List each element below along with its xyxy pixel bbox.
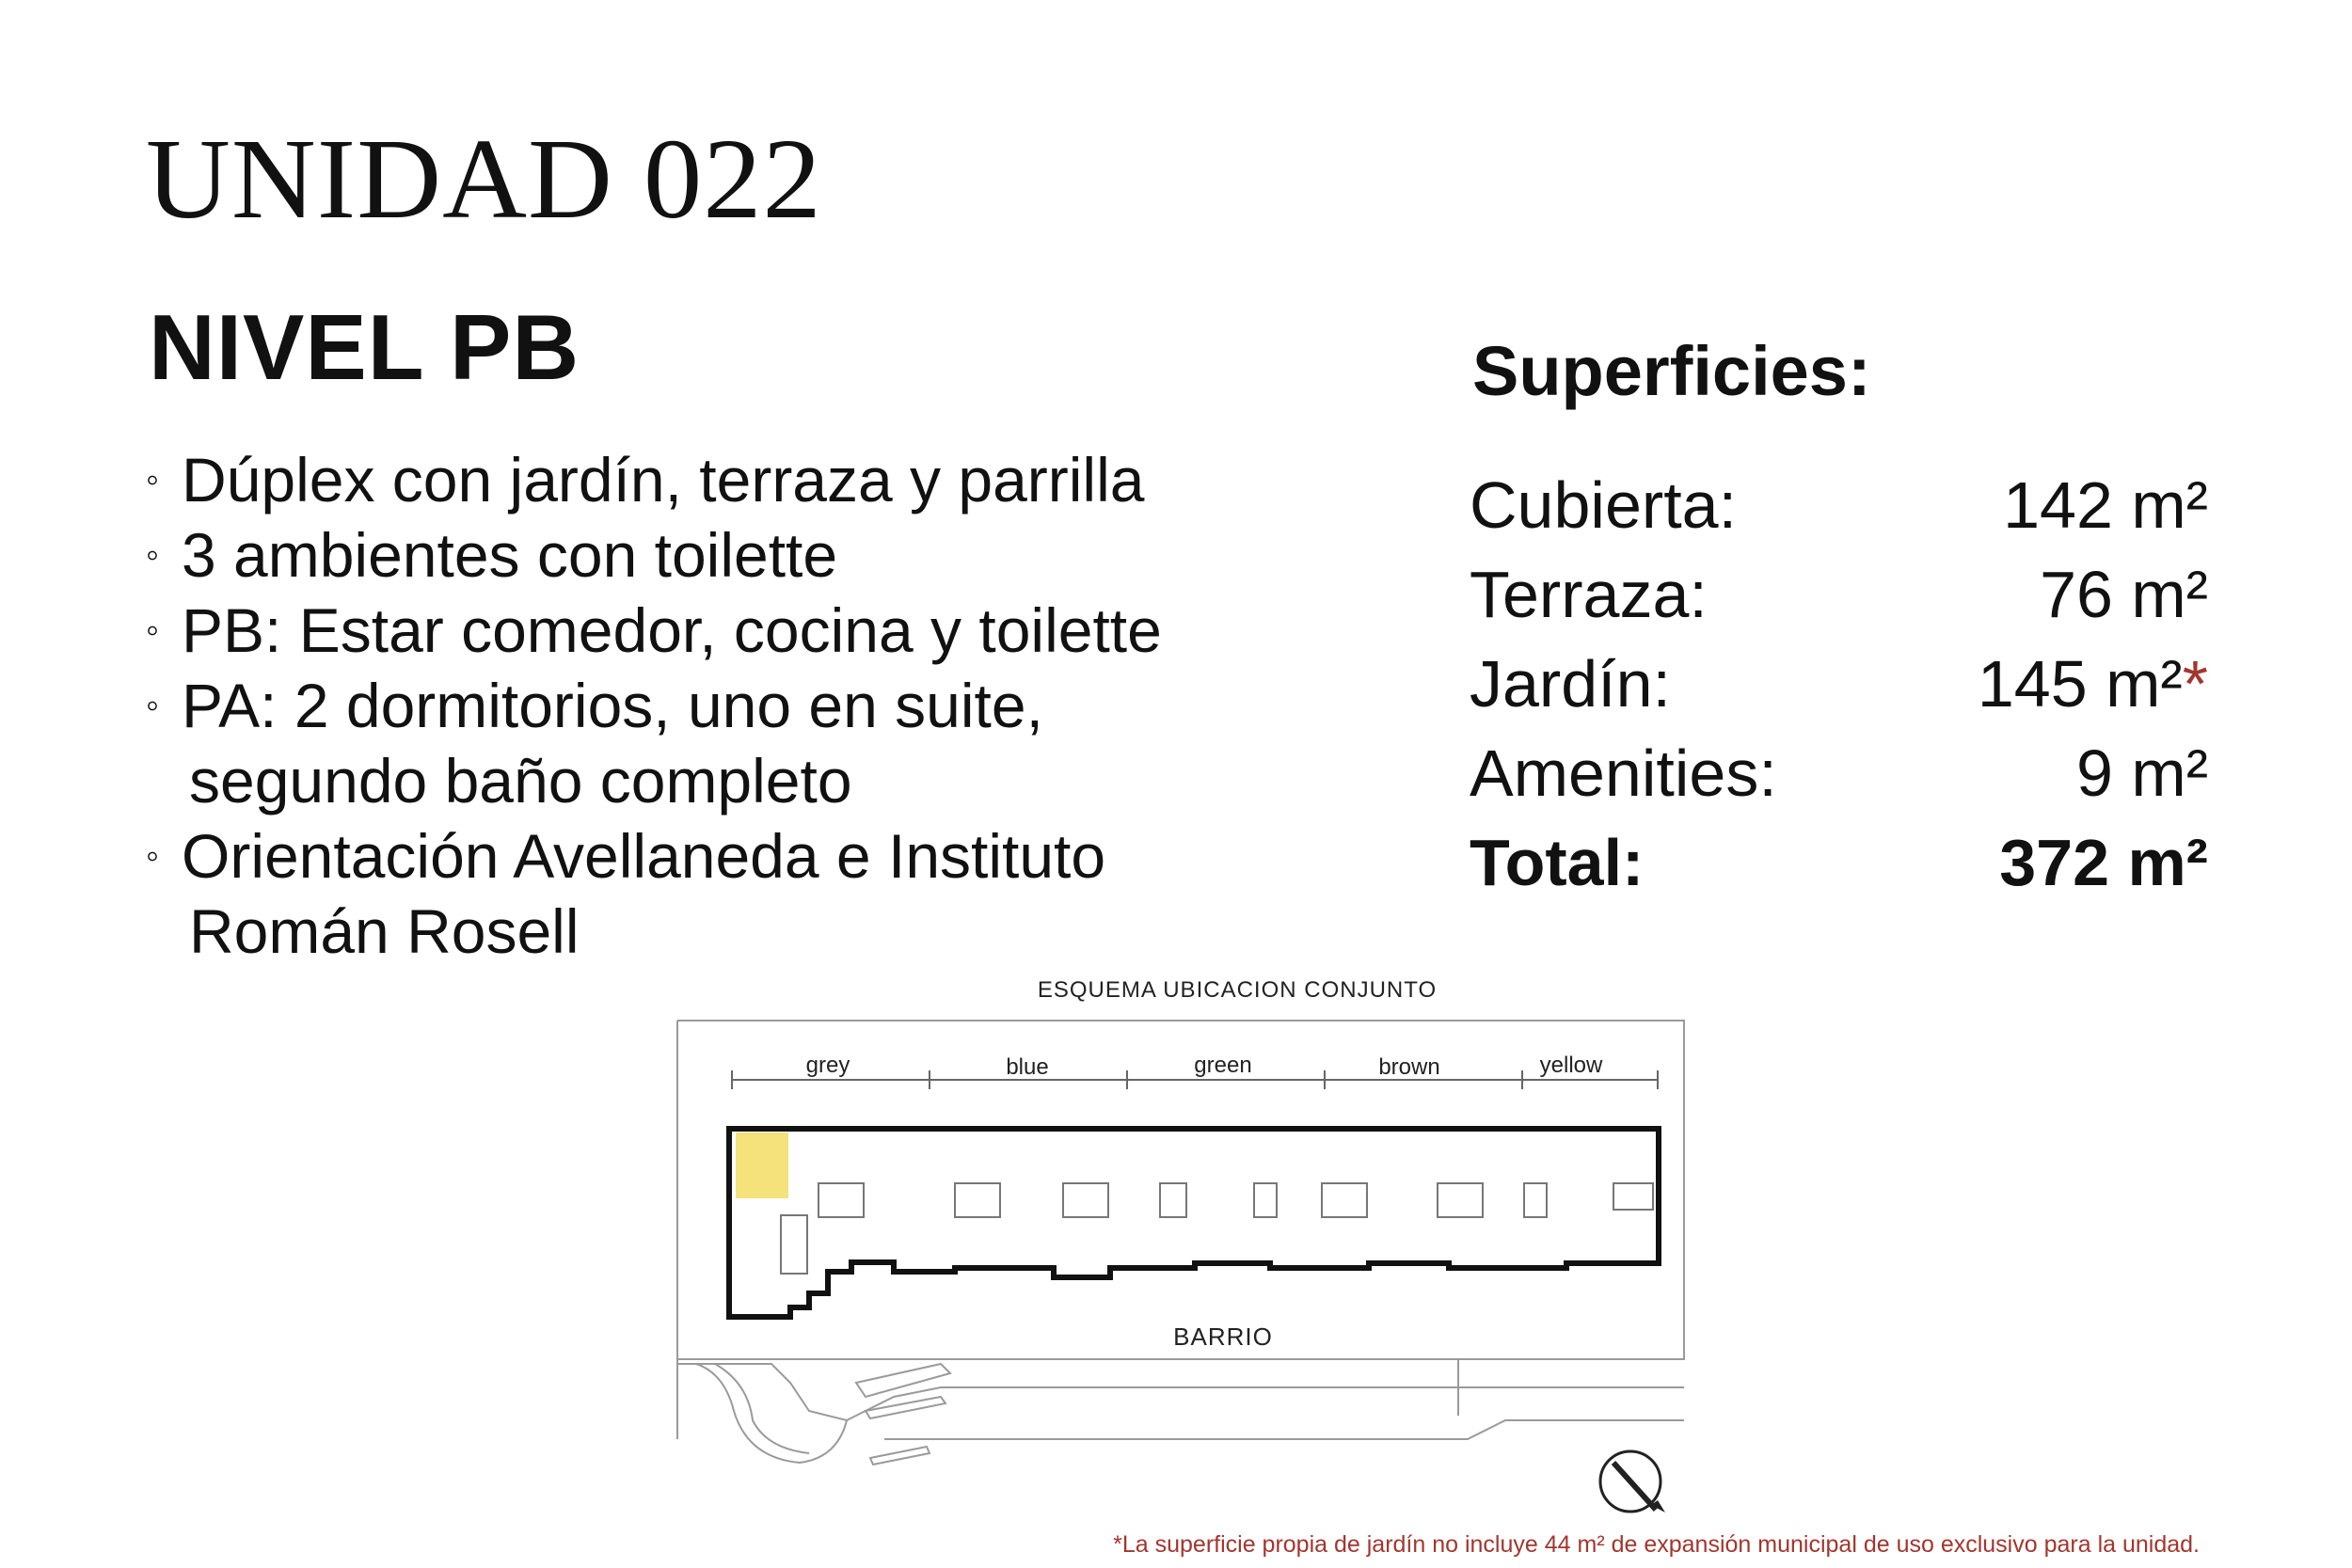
amenity-box (1613, 1183, 1653, 1210)
amenity-box (1160, 1183, 1186, 1217)
surface-value: 145 m²* (1977, 647, 2208, 721)
feature-item (146, 818, 1463, 969)
plan-caption: ESQUEMA UBICACION CONJUNTO (1037, 977, 1438, 1003)
feature-item (146, 442, 1463, 517)
curved-path-inner (715, 1364, 809, 1453)
surface-value: 9 m² (2076, 736, 2208, 810)
area-label: BARRIO (1173, 1323, 1273, 1351)
surface-row-terraza (1470, 550, 2208, 640)
ramp-shape-3 (870, 1447, 930, 1465)
surfaces-table (1470, 461, 2208, 908)
amenity-box (1322, 1183, 1367, 1217)
amenity-box (1438, 1183, 1483, 1217)
unit-title: UNIDAD 022 (146, 116, 822, 243)
compass-icon (1600, 1451, 1665, 1513)
feature-item (146, 593, 1463, 668)
bullet-icon: ◦ (146, 459, 160, 500)
bullet-icon: ◦ (146, 610, 160, 651)
ramp-shape (856, 1364, 950, 1397)
surface-total-value: 372 m² (1999, 826, 2208, 899)
amenity-box (818, 1183, 864, 1217)
surface-row-total (1470, 818, 2208, 908)
feature-line-continued: segundo baño completo (189, 746, 852, 816)
ramp-shape-2 (866, 1397, 946, 1418)
feature-line: Orientación Avellaneda e Instituto (182, 821, 1106, 891)
location-plan-drawing (659, 969, 1712, 1533)
segment-label-grey: grey (805, 1053, 850, 1078)
footnote: *La superficie propia de jardín no incluye 44 m² de expansión municipal de uso exclusivo para la unidad. (1113, 1531, 2200, 1558)
feature-item (146, 517, 1463, 593)
street-line-lower (884, 1420, 1684, 1439)
feature-line: 3 ambientes con toilette (182, 520, 838, 590)
amenity-box (1524, 1183, 1547, 1217)
surface-label: Terraza: (1470, 558, 1708, 631)
unit-highlight (736, 1132, 788, 1198)
bullet-icon: ◦ (146, 534, 160, 576)
surface-label: Jardín: (1470, 647, 1671, 721)
surface-label: Amenities: (1470, 736, 1777, 810)
features-list (146, 442, 1463, 969)
feature-line: PA: 2 dormitorios, uno en suite, (182, 671, 1043, 740)
feature-item (146, 668, 1463, 818)
amenity-box (955, 1183, 1000, 1217)
surface-label: Cubierta: (1470, 468, 1738, 542)
feature-line-continued: Román Rosell (189, 896, 580, 966)
surfaces-title: Superficies: (1472, 332, 1871, 410)
location-plan (659, 969, 1712, 1533)
surface-row-cubierta (1470, 461, 2208, 550)
segment-label-brown: brown (1378, 1054, 1440, 1080)
surface-total-label: Total: (1470, 826, 1645, 899)
surface-value: 76 m² (2040, 558, 2208, 631)
level-title: NIVEL PB (149, 295, 580, 399)
curved-path (696, 1364, 847, 1463)
amenity-box (781, 1215, 807, 1274)
asterisk-mark: * (2182, 647, 2208, 721)
amenity-box (1254, 1183, 1277, 1217)
segment-label-green: green (1194, 1053, 1252, 1078)
building-footprint (729, 1129, 1659, 1317)
surface-value: 142 m² (2003, 468, 2208, 542)
amenity-box (1063, 1183, 1108, 1217)
bullet-icon: ◦ (146, 685, 160, 726)
street-line (677, 1364, 1684, 1420)
segment-label-yellow: yellow (1539, 1053, 1603, 1078)
surface-row-jardin (1470, 640, 2208, 729)
feature-line: PB: Estar comedor, cocina y toilette (182, 595, 1162, 665)
surface-row-amenities (1470, 729, 2208, 818)
bullet-icon: ◦ (146, 835, 160, 877)
segment-label-blue: blue (1006, 1054, 1049, 1080)
feature-line: Dúplex con jardín, terraza y parrilla (182, 445, 1145, 515)
